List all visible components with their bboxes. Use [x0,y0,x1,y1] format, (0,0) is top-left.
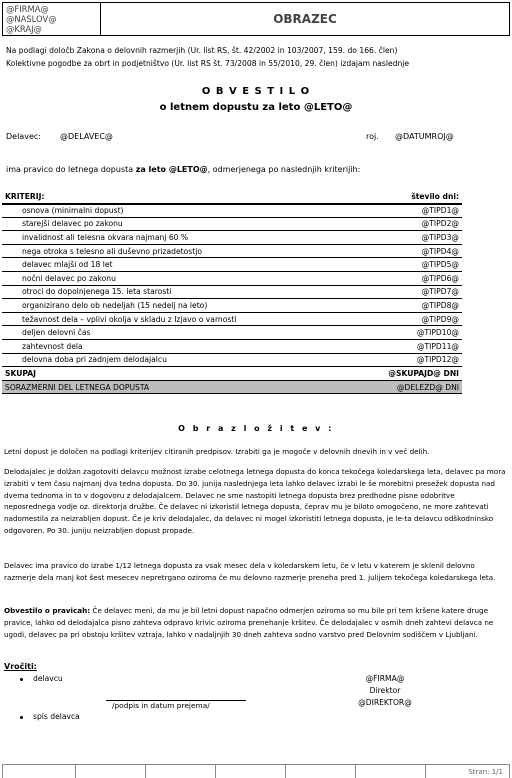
criteria-label: osnova (minimalni dopust) [2,204,342,218]
criteria-label: nega otroka s telesno ali duševno prizadetostjo [2,244,342,258]
criteria-label: organizirano delo ob nedeljah (15 nedelj na leto) [2,299,342,313]
proportional-label: SORAZMERNI DEL LETNEGA DOPUSTA [2,380,342,394]
proportional-row [2,380,462,394]
criteria-row [2,285,462,299]
signatory-role: Direktor [369,686,401,695]
signature-caption: /podpis in datum prejema/ [112,701,210,710]
criteria-days: @TIPD5@ [342,258,462,272]
bullet-icon [20,678,23,681]
company-info [3,3,101,35]
criteria-label: delovna doba pri zadnjem delodajalcu [2,353,342,367]
criteria-header-label: KRITERIJ: [2,190,342,204]
signatory-name: @DIREKTOR@ [358,698,412,707]
company-name: @FIRMA@ [6,4,49,14]
legal-intro-line-1: Na podlagi določb Zakona o delovnih razmerjih (Ur. list RS, št. 42/2002 in 103/2007, 159. do 166. člen) [6,46,398,55]
criteria-row [2,272,462,286]
criteria-days: @TIPD2@ [342,217,462,231]
rights-notice-label: Obvestilo o pravicah: [4,606,91,615]
criteria-row [2,258,462,272]
footer-cell [146,765,216,778]
criteria-table-header [2,190,462,204]
document-header [2,2,510,36]
criteria-label: delavec mlajši od 18 let [2,258,342,272]
signatory-company: @FIRMA@ [365,674,405,683]
criteria-label: nočni delavec po zakonu [2,272,342,286]
criteria-days: @TIPD10@ [342,326,462,340]
explanation-paragraph-3: Delavec ima pravico do izrabe 1/12 letnega dopusta za vsak mesec dela v koledarskem letu, če v letu v katerem je sklenil delovno razmerje dela manj kot šest mesecev nepretrgano oziroma če mu delovno razmerje preneha pred 1. julijem tekočega koledarskega leta. [4,561,496,582]
explanation-paragraph-1: Letni dopust je določen na podlagi kriterijev citiranih predpisov. Izrabiti ga je mogoče v delovnih dnevih in v več delih. [4,447,430,456]
criteria-days: @TIPD12@ [342,353,462,367]
birth-label: roj. [366,132,379,141]
footer-cell [76,765,146,778]
criteria-label: zahtevnost dela [2,340,342,354]
entitlement-sentence [6,165,360,174]
page-number: Stran: 1/1 [468,768,503,776]
rights-notice [4,605,508,640]
criteria-row [2,353,462,367]
entitlement-pre: ima pravico do letnega dopusta [6,165,136,174]
delivery-item-file [20,712,80,721]
employee-value: @DELAVEC@ [60,132,113,141]
criteria-days: @TIPD9@ [342,312,462,326]
form-title: OBRAZEC [273,12,337,26]
entitlement-post: , odmerjenega po naslednjih kriterijih: [207,165,361,174]
criteria-label: starejši delavec po zakonu [2,217,342,231]
criteria-label: težavnost dela – vplivi okolja v skladu z Izjavo o varnosti [2,312,342,326]
employee-label: Delavec: [6,132,41,141]
rights-notice-text: Če delavec meni, da mu je bil letni dopust napačno odmerjen oziroma so mu bile pri tem kršene katere druge pravice, lahko od delodajalca pisno zahteva odpravo krivic oziroma prenehanje kršitev. Če delodajalec v osmih dneh zahtevi delavca ne ugodi, delavec pa pri obstoju kršitev vztraja, lahko v nadaljnjih 30 dneh zahteva sodno varstvo pred Delovnim sodiščem v Ljubljani. [4,606,494,639]
page-footer [2,764,510,778]
criteria-row [2,340,462,354]
days-header-label: število dni: [342,190,462,204]
birth-value: @DATUMROJ@ [395,132,454,141]
bullet-icon [20,716,23,719]
criteria-days: @TIPD3@ [342,231,462,245]
company-address: @NASLOV@ [6,14,57,24]
footer-cell [356,765,426,778]
footer-cell [286,765,356,778]
criteria-days: @TIPD6@ [342,272,462,286]
criteria-row [2,326,462,340]
criteria-row [2,299,462,313]
criteria-days: @TIPD4@ [342,244,462,258]
explanation-paragraph-2: Delodajalec je dolžan zagotoviti delavcu možnost izrabe celotnega letnega dopusta do konca tekočega koledarskega leta, delavec pa mora izrabiti v tem času najmanj dva tedna dopusta. Do 30. junija naslednjega leta lahko delavec izrabi le še morebitni presežek dopusta nad dvema tednoma in to v dogovoru z delodajalcem. Delavec ne sme nastopiti letnega dopusta brez predhodne pisne odobritve neposrednega vodje oz. direktorja družbe. Če delavec ni izkoristil letnega dopusta, čeprav mu je biloto omogočeno, ne more zahtevati nadomestila za neizrabljen dopust. Če je kriv delodajalec, da delavec ni mogel izkoristiti letnega dopusta, je le-ta delavcu odškodninsko odgovoren. Po 30. juniju neizrabljen dopust propade. [4,467,506,535]
criteria-days: @TIPD1@ [342,204,462,218]
total-row [2,367,462,381]
company-city: @KRAJ@ [6,24,42,34]
footer-cell [3,765,76,778]
criteria-row [2,204,462,218]
criteria-label: deljen delovni čas [2,326,342,340]
legal-intro-line-2: Kolektivne pogodbe za obrt in podjetništvo (Ur. list RS št. 73/2008 in 55/2010, 29. člen) izdajam naslednje [6,58,410,68]
document-subtitle: o letnem dopustu za leto @LETO@ [159,102,353,113]
criteria-days: @TIPD11@ [342,340,462,354]
entitlement-year: za leto @LETO@ [135,165,208,174]
footer-cell [216,765,286,778]
total-label: SKUPAJ [2,367,342,381]
explanation-title: O b r a z l o ž i t e v : [178,424,334,433]
delivery-label: Vročiti: [4,662,37,671]
criteria-label: otroci do dopolnjenega 15. leta starosti [2,285,342,299]
criteria-label: invalidnost ali telesna okvara najmanj 60 % [2,231,342,245]
document-title: O B V E S T I L O [201,86,311,97]
delivery-item-employee [20,674,63,683]
criteria-row [2,244,462,258]
criteria-days: @TIPD8@ [342,299,462,313]
criteria-row [2,312,462,326]
delivery-item-file-text: spis delavca [33,712,80,721]
criteria-row [2,217,462,231]
criteria-row [2,231,462,245]
delivery-item-employee-text: delavcu [33,674,63,683]
criteria-days: @TIPD7@ [342,285,462,299]
legal-intro [6,45,506,70]
proportional-value: @DELEZD@ DNI [342,380,462,394]
criteria-table [2,190,462,394]
total-value: @SKUPAJD@ DNI [342,367,462,381]
